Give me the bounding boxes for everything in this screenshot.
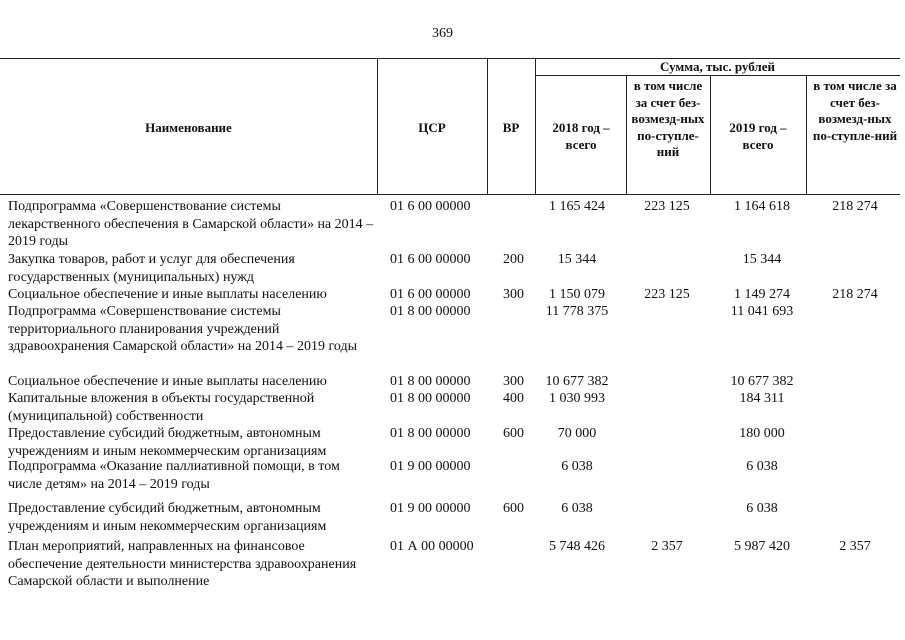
row-csr: 01 8 00 00000 (390, 391, 471, 406)
row-2019-free: 218 274 (832, 199, 878, 214)
header-bottom-rule (0, 194, 900, 195)
page-number: 369 (432, 26, 453, 41)
col-divider (710, 75, 711, 195)
row-vr: 600 (503, 501, 524, 516)
row-2018: 1 150 079 (549, 287, 605, 302)
row-2018: 1 030 993 (549, 391, 605, 406)
row-2019: 10 677 382 (730, 374, 794, 389)
row-csr: 01 9 00 00000 (390, 459, 471, 474)
header-2019: 2019 год – всего (729, 120, 787, 152)
row-2019: 180 000 (739, 426, 785, 441)
row-2018: 1 165 424 (549, 199, 605, 214)
header-2018: 2018 год – всего (552, 120, 610, 152)
row-csr: 01 8 00 00000 (390, 304, 471, 319)
row-2018: 6 038 (561, 459, 593, 474)
row-vr: 400 (503, 391, 524, 406)
row-vr: 300 (503, 374, 524, 389)
row-csr: 01 8 00 00000 (390, 374, 471, 389)
row-csr: 01 А 00 00000 (390, 539, 474, 554)
row-vr: 200 (503, 252, 524, 267)
header-name: Наименование (145, 120, 232, 135)
row-name: Предоставление субсидий бюджетным, автономным учреждениям и иным некоммерческим организациям (8, 501, 327, 534)
row-2018-free: 223 125 (644, 287, 690, 302)
header-vr: ВР (502, 120, 520, 135)
header-2019-free: в том числе за счет без-возмезд-ных по-ступле-ний (812, 78, 898, 143)
row-2019: 1 164 618 (734, 199, 790, 214)
col-divider (806, 75, 807, 195)
row-csr: 01 6 00 00000 (390, 252, 471, 267)
header-csr: ЦСР (418, 120, 446, 135)
row-2018-free: 2 357 (651, 539, 683, 554)
row-2019-free: 2 357 (839, 539, 871, 554)
row-name: Закупка товаров, работ и услуг для обеспечения государственных (муниципальных) нужд (8, 252, 295, 285)
row-2019: 6 038 (746, 459, 778, 474)
col-divider (535, 58, 536, 195)
row-vr: 600 (503, 426, 524, 441)
row-name: Капитальные вложения в объекты государственной (муниципальной) собственности (8, 391, 315, 424)
row-name: Социальное обеспечение и иные выплаты населению (8, 287, 327, 302)
header-sum: Сумма, тыс. рублей (660, 59, 775, 74)
row-csr: 01 6 00 00000 (390, 287, 471, 302)
row-2019-free: 218 274 (832, 287, 878, 302)
row-2019: 15 344 (742, 252, 782, 267)
row-2019: 184 311 (739, 391, 785, 406)
row-2018: 6 038 (561, 501, 593, 516)
row-name: Подпрограмма «Совершенствование системы лекарственного обеспечения в Самарской области» на 2014 – 2019 годы (8, 199, 374, 249)
col-divider (626, 75, 627, 195)
row-2019: 11 041 693 (730, 304, 794, 319)
row-2018: 10 677 382 (545, 374, 609, 389)
row-2018: 11 778 375 (545, 304, 609, 319)
row-csr: 01 8 00 00000 (390, 426, 471, 441)
row-2019: 5 987 420 (734, 539, 790, 554)
row-2019: 1 149 274 (734, 287, 790, 302)
row-name: Подпрограмма «Совершенствование системы территориального планирования учреждений здравоохранения Самарской области» на 2014 – 2019 годы (8, 304, 357, 354)
row-2018: 15 344 (557, 252, 597, 267)
row-csr: 01 9 00 00000 (390, 501, 471, 516)
row-2018: 70 000 (557, 426, 597, 441)
row-2018-free: 223 125 (644, 199, 690, 214)
row-name: Подпрограмма «Оказание паллиативной помощи, в том числе детям» на 2014 – 2019 годы (8, 459, 340, 492)
row-name: Предоставление субсидий бюджетным, автономным учреждениям и иным некоммерческим организациям (8, 426, 327, 459)
row-vr: 300 (503, 287, 524, 302)
row-name: План мероприятий, направленных на финансовое обеспечение деятельности министерства здравоохранения Самарской области и выполнение (8, 539, 357, 589)
row-2018: 5 748 426 (549, 539, 605, 554)
header-2018-free: в том числе за счет без-возмезд-ных по-ступле-ний (631, 78, 705, 159)
row-name: Социальное обеспечение и иные выплаты населению (8, 374, 327, 389)
row-2019: 6 038 (746, 501, 778, 516)
row-csr: 01 6 00 00000 (390, 199, 471, 214)
table-header (0, 58, 900, 195)
